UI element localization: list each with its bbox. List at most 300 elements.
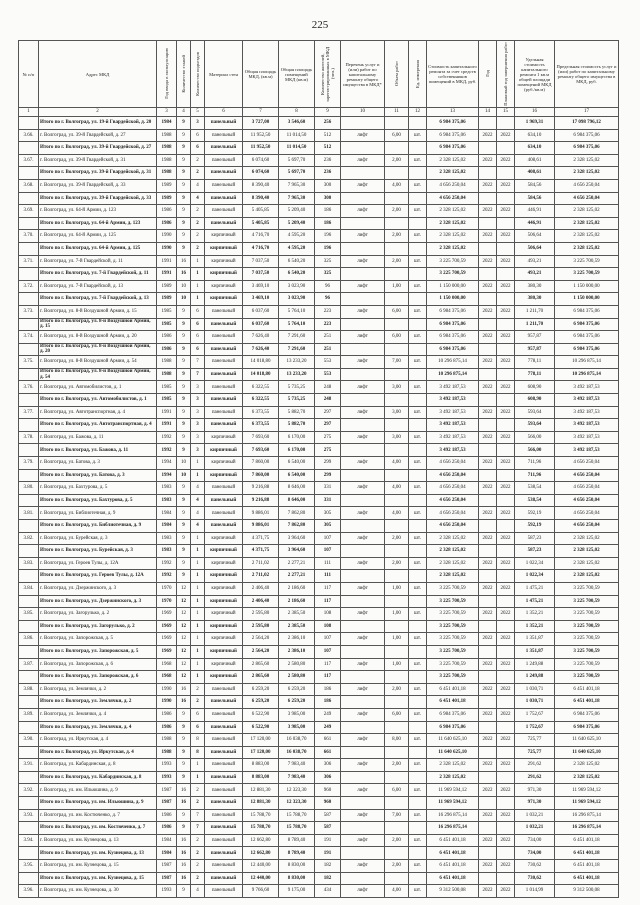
total-row — [19, 822, 619, 835]
cell-address: Итого по г. Волгоград, ул. Библиотечная, д. 9 — [39, 520, 157, 533]
cell-residents: 249 — [315, 708, 341, 721]
cell-max_cost: 2 328 125,02 — [555, 771, 619, 784]
cell-year_built: 1988 — [157, 368, 177, 381]
cell-address: Итого по г. Волгоград, ул. Героев Тулы, д. 12А — [39, 570, 157, 583]
table-row — [19, 406, 619, 419]
cell-residents: 275 — [315, 444, 341, 457]
cell-max_cost: 3 492 187,53 — [555, 394, 619, 407]
cell-area_premises: 2 186,60 — [279, 582, 315, 595]
cell-volume — [385, 847, 409, 860]
cell-max_cost: 4 656 250,04 — [555, 482, 619, 495]
cell-plan_year — [497, 167, 515, 180]
cell-walls: панельный — [205, 482, 243, 495]
cell-unit: шт. — [409, 305, 427, 318]
cell-area_premises: 5 882,70 — [279, 419, 315, 432]
total-row — [19, 419, 619, 432]
table-row — [19, 683, 619, 696]
cell-year — [479, 595, 497, 608]
cell-unit_cost: 587,23 — [515, 545, 555, 558]
header-label: № п/п — [22, 71, 35, 77]
cell-walls: панельный — [205, 381, 243, 394]
cell-residents: 661 — [315, 734, 341, 747]
cell-volume — [385, 268, 409, 281]
cell-num: 3.93. — [19, 809, 39, 822]
cell-area_premises: 16 038,70 — [279, 746, 315, 759]
cell-unit: шт. — [409, 154, 427, 167]
cell-entrances: 4 — [191, 494, 205, 507]
cell-year_built: 1986 — [157, 343, 177, 356]
cell-area_total: 9 886,01 — [243, 520, 279, 533]
cell-max_cost: 2 328 125,02 — [555, 167, 619, 180]
cell-unit_cost: 380,30 — [515, 280, 555, 293]
cell-address: г. Волгоград, ул. Иркутская, д. 4 — [39, 734, 157, 747]
cell-year_built: 1987 — [157, 797, 177, 810]
cell-floors: 16 — [177, 268, 191, 281]
cell-num — [19, 293, 39, 306]
cell-num: 3.79. — [19, 457, 39, 470]
cell-num — [19, 620, 39, 633]
cell-works: лифт — [341, 860, 385, 873]
cell-area_premises: 7 983,40 — [279, 771, 315, 784]
cell-cost: 6 984 375,06 — [427, 708, 479, 721]
cell-unit — [409, 696, 427, 709]
cell-entrances: 8 — [191, 746, 205, 759]
cell-entrances: 1 — [191, 671, 205, 684]
cell-volume — [385, 419, 409, 432]
cell-year: 2022 — [479, 381, 497, 394]
cell-area_total: 6 522,90 — [243, 708, 279, 721]
cell-area_total: 6 037,60 — [243, 318, 279, 331]
cell-num: 3.95. — [19, 860, 39, 873]
header-label: Общая площадь помещений МКД (кв.м) — [280, 66, 313, 82]
cell-works — [341, 671, 385, 684]
cell-plan_year: 2022 — [497, 582, 515, 595]
cell-max_cost: 3 225 700,59 — [555, 658, 619, 671]
cell-area_premises: 6 540,20 — [279, 268, 315, 281]
cell-volume — [385, 117, 409, 130]
cell-residents: 299 — [315, 457, 341, 470]
cell-year_built: 1990 — [157, 242, 177, 255]
cell-plan_year: 2022 — [497, 305, 515, 318]
cell-residents: 186 — [315, 217, 341, 230]
cell-unit: шт. — [409, 230, 427, 243]
cell-cost: 3 225 700,59 — [427, 255, 479, 268]
cell-floors: 16 — [177, 847, 191, 860]
cell-plan_year — [497, 494, 515, 507]
cell-year_built: 1990 — [157, 696, 177, 709]
cell-walls: панельный — [205, 129, 243, 142]
cell-works — [341, 469, 385, 482]
cell-entrances: 1 — [191, 532, 205, 545]
cell-cost: 6 984 375,06 — [427, 129, 479, 142]
cell-plan_year: 2022 — [497, 633, 515, 646]
table-row — [19, 305, 619, 318]
cell-residents: 305 — [315, 507, 341, 520]
cell-works — [341, 520, 385, 533]
cell-floors: 9 — [177, 217, 191, 230]
cell-residents: 96 — [315, 280, 341, 293]
cell-year_built: 1987 — [157, 872, 177, 885]
cell-cost: 6 451 401,18 — [427, 872, 479, 885]
cell-volume: 3,00 — [385, 381, 409, 394]
cell-entrances: 4 — [191, 885, 205, 898]
cell-year_built: 1968 — [157, 658, 177, 671]
cell-address: Итого по г. Волгоград, ул. 39-й Гвардейской, д. 27 — [39, 142, 157, 155]
cell-year: 2022 — [479, 608, 497, 621]
cell-num — [19, 469, 39, 482]
total-row — [19, 771, 619, 784]
cell-residents: 107 — [315, 633, 341, 646]
cell-floors: 9 — [177, 532, 191, 545]
cell-walls: кирпичный — [205, 582, 243, 595]
cell-floors: 12 — [177, 620, 191, 633]
cell-year_built: 1985 — [157, 318, 177, 331]
cell-max_cost: 4 656 250,04 — [555, 179, 619, 192]
cell-walls: панельный — [205, 406, 243, 419]
cell-works: лифт — [341, 280, 385, 293]
cell-plan_year: 2022 — [497, 255, 515, 268]
cell-num — [19, 117, 39, 130]
cell-year_built: 1994 — [157, 469, 177, 482]
cell-unit_cost: 1 351,87 — [515, 633, 555, 646]
column-number-year: 14 — [479, 108, 497, 117]
cell-max_cost: 3 225 700,59 — [555, 608, 619, 621]
cell-unit_cost: 711,96 — [515, 469, 555, 482]
cell-address: Итого по г. Волгоград, ул. Бурейская, д. 3 — [39, 545, 157, 558]
cell-floors: 9 — [177, 557, 191, 570]
cell-num: 3.73. — [19, 305, 39, 318]
cell-area_premises: 2 277,21 — [279, 557, 315, 570]
cell-year_built: 1992 — [157, 570, 177, 583]
cell-max_cost: 1 150 000,00 — [555, 293, 619, 306]
cell-entrances: 1 — [191, 595, 205, 608]
cell-year_built: 1988 — [157, 356, 177, 369]
cell-residents: 248 — [315, 381, 341, 394]
cell-area_total: 8 390,40 — [243, 179, 279, 192]
column-number-year_built: 3 — [157, 108, 177, 117]
cell-walls: панельный — [205, 708, 243, 721]
cell-residents: 512 — [315, 142, 341, 155]
cell-plan_year: 2022 — [497, 154, 515, 167]
cell-floors: 12 — [177, 658, 191, 671]
cell-entrances: 6 — [191, 331, 205, 344]
cell-area_total: 11 952,50 — [243, 142, 279, 155]
cell-unit: шт. — [409, 331, 427, 344]
cell-plan_year — [497, 620, 515, 633]
cell-plan_year — [497, 368, 515, 381]
cell-volume — [385, 293, 409, 306]
cell-max_cost: 16 296 875,14 — [555, 822, 619, 835]
cell-plan_year: 2022 — [497, 205, 515, 218]
cell-residents: 512 — [315, 129, 341, 142]
cell-residents: 299 — [315, 469, 341, 482]
cell-year — [479, 318, 497, 331]
cell-walls: панельный — [205, 822, 243, 835]
cell-year_built: 1969 — [157, 608, 177, 621]
cell-year — [479, 444, 497, 457]
cell-area_premises: 2 580,80 — [279, 671, 315, 684]
cell-year — [479, 494, 497, 507]
cell-year_built: 1983 — [157, 532, 177, 545]
table-row — [19, 129, 619, 142]
cell-num: 3.69. — [19, 205, 39, 218]
table-row — [19, 860, 619, 873]
cell-entrances: 2 — [191, 217, 205, 230]
cell-residents: 182 — [315, 860, 341, 873]
cell-cost: 3 492 187,53 — [427, 431, 479, 444]
cell-num: 3.72. — [19, 280, 39, 293]
header-label: Количество этажей — [181, 54, 186, 93]
cell-residents: 960 — [315, 784, 341, 797]
cell-plan_year — [497, 822, 515, 835]
cell-max_cost: 16 296 875,14 — [555, 809, 619, 822]
cell-residents: 107 — [315, 532, 341, 545]
cell-year — [479, 394, 497, 407]
column-number-entrances: 5 — [191, 108, 205, 117]
cell-cost: 2 328 125,02 — [427, 532, 479, 545]
column-number-walls: 6 — [205, 108, 243, 117]
cell-volume: 6,00 — [385, 331, 409, 344]
header-floors — [177, 41, 191, 108]
cell-plan_year: 2022 — [497, 557, 515, 570]
cell-works — [341, 368, 385, 381]
cell-year — [479, 368, 497, 381]
cell-unit: шт. — [409, 784, 427, 797]
cell-unit: шт. — [409, 205, 427, 218]
cell-area_premises: 6 170,00 — [279, 444, 315, 457]
cell-entrances: 2 — [191, 683, 205, 696]
cell-address: г. Волгоград, ул. 39-й Гвардейской, д. 31 — [39, 154, 157, 167]
cell-year_built: 1987 — [157, 860, 177, 873]
cell-plan_year — [497, 746, 515, 759]
cell-works — [341, 494, 385, 507]
cell-area_premises: 7 983,40 — [279, 759, 315, 772]
cell-plan_year: 2022 — [497, 431, 515, 444]
cell-plan_year: 2022 — [497, 280, 515, 293]
cell-unit — [409, 318, 427, 331]
cell-max_cost: 1 150 000,00 — [555, 280, 619, 293]
cell-residents: 300 — [315, 192, 341, 205]
cell-floors: 9 — [177, 507, 191, 520]
cell-area_total: 17 120,00 — [243, 746, 279, 759]
cell-cost: 10 296 875,14 — [427, 356, 479, 369]
cell-num: 3.90. — [19, 734, 39, 747]
cell-volume: 2,00 — [385, 557, 409, 570]
cell-unit_cost: 734,00 — [515, 834, 555, 847]
cell-works — [341, 117, 385, 130]
cell-plan_year: 2022 — [497, 734, 515, 747]
cell-floors: 12 — [177, 608, 191, 621]
cell-unit — [409, 595, 427, 608]
cell-address: Итого по г. Волгоград, ул. Запорожская, д. 6 — [39, 671, 157, 684]
column-number-row — [19, 108, 619, 117]
total-row — [19, 595, 619, 608]
cell-area_premises: 8 789,40 — [279, 834, 315, 847]
cell-max_cost: 6 451 401,18 — [555, 696, 619, 709]
cell-floors: 9 — [177, 734, 191, 747]
cell-max_cost: 11 640 625,10 — [555, 734, 619, 747]
cell-unit_cost: 725,77 — [515, 734, 555, 747]
cell-unit_cost: 730,62 — [515, 860, 555, 873]
cell-max_cost: 11 640 625,10 — [555, 746, 619, 759]
cell-area_premises: 2 580,80 — [279, 658, 315, 671]
total-row — [19, 217, 619, 230]
cell-unit: шт. — [409, 734, 427, 747]
cell-year: 2022 — [479, 305, 497, 318]
cell-num — [19, 545, 39, 558]
cell-entrances: 1 — [191, 645, 205, 658]
cell-unit_cost: 1 211,70 — [515, 318, 555, 331]
total-row — [19, 847, 619, 860]
cell-address: Итого по г. Волгоград, ул. 7-й Гвардейской, д. 11 — [39, 268, 157, 281]
cell-plan_year — [497, 343, 515, 356]
cell-plan_year — [497, 293, 515, 306]
cell-works: лифт — [341, 582, 385, 595]
cell-unit_cost: 291,62 — [515, 771, 555, 784]
cell-address: Итого по г. Волгоград, ул. Землячки, д. 2 — [39, 696, 157, 709]
total-row — [19, 469, 619, 482]
table-row — [19, 179, 619, 192]
cell-address: г. Волгоград, ул. Бахтурова, д. 5 — [39, 482, 157, 495]
cell-cost: 9 312 500,08 — [427, 885, 479, 898]
cell-area_total: 15 788,70 — [243, 809, 279, 822]
cell-num — [19, 645, 39, 658]
cell-works — [341, 595, 385, 608]
total-row — [19, 746, 619, 759]
cell-floors: 9 — [177, 154, 191, 167]
cell-plan_year: 2022 — [497, 331, 515, 344]
cell-plan_year — [497, 394, 515, 407]
cell-cost: 2 328 125,02 — [427, 167, 479, 180]
cell-area_premises: 7 965,30 — [279, 192, 315, 205]
cell-max_cost: 3 492 187,53 — [555, 381, 619, 394]
cell-volume — [385, 242, 409, 255]
cell-volume: 8,00 — [385, 734, 409, 747]
cell-max_cost: 6 984 375,06 — [555, 129, 619, 142]
cell-walls: панельный — [205, 394, 243, 407]
cell-year — [479, 746, 497, 759]
cell-floors: 12 — [177, 671, 191, 684]
cell-works — [341, 444, 385, 457]
cell-walls: кирпичный — [205, 532, 243, 545]
cell-walls: панельный — [205, 318, 243, 331]
cell-cost: 2 328 125,02 — [427, 771, 479, 784]
cell-unit — [409, 847, 427, 860]
cell-volume — [385, 368, 409, 381]
cell-entrances: 4 — [191, 179, 205, 192]
cell-year: 2022 — [479, 734, 497, 747]
cell-entrances: 3 — [191, 444, 205, 457]
cell-unit_cost: 446,91 — [515, 217, 555, 230]
cell-cost: 2 328 125,02 — [427, 154, 479, 167]
cell-unit: шт. — [409, 406, 427, 419]
cell-unit — [409, 721, 427, 734]
cell-plan_year — [497, 671, 515, 684]
cell-works — [341, 268, 385, 281]
cell-works — [341, 142, 385, 155]
cell-max_cost: 3 225 700,59 — [555, 268, 619, 281]
cell-unit — [409, 268, 427, 281]
cell-year — [479, 847, 497, 860]
cell-cost: 6 984 375,06 — [427, 117, 479, 130]
cell-area_premises: 7 862,80 — [279, 520, 315, 533]
cell-area_premises: 12 323,30 — [279, 797, 315, 810]
cell-volume: 2,00 — [385, 532, 409, 545]
cell-area_premises: 8 646,00 — [279, 494, 315, 507]
total-row — [19, 872, 619, 885]
cell-area_total: 9 216,88 — [243, 482, 279, 495]
total-row — [19, 620, 619, 633]
cell-area_total: 5 405,85 — [243, 205, 279, 218]
cell-area_premises: 3 985,00 — [279, 721, 315, 734]
cell-floors: 9 — [177, 822, 191, 835]
cell-walls: панельный — [205, 356, 243, 369]
cell-unit_cost: 584,56 — [515, 179, 555, 192]
cell-floors: 10 — [177, 293, 191, 306]
cell-works: лифт — [341, 154, 385, 167]
cell-volume: 2,00 — [385, 834, 409, 847]
cell-unit_cost: 380,30 — [515, 293, 555, 306]
cell-plan_year: 2022 — [497, 179, 515, 192]
cell-cost: 1 150 000,00 — [427, 280, 479, 293]
cell-year_built: 1986 — [157, 331, 177, 344]
cell-walls: панельный — [205, 784, 243, 797]
cell-unit_cost: 538,54 — [515, 494, 555, 507]
cell-floors: 16 — [177, 696, 191, 709]
cell-address: Итого по г. Волгоград, ул. 19-й Гвардейской, д. 20 — [39, 117, 157, 130]
column-number-floors: 4 — [177, 108, 191, 117]
header-label: Количество жителей, зарегистрированных в МКД (чел.) — [320, 45, 335, 102]
cell-year: 2022 — [479, 356, 497, 369]
cell-volume: 1,00 — [385, 582, 409, 595]
cell-volume — [385, 444, 409, 457]
cell-year_built: 1991 — [157, 255, 177, 268]
cell-walls: панельный — [205, 305, 243, 318]
cell-floors: 9 — [177, 520, 191, 533]
cell-num: 3.74. — [19, 331, 39, 344]
cell-area_total: 17 120,00 — [243, 734, 279, 747]
cell-volume — [385, 520, 409, 533]
cell-area_total: 7 693,60 — [243, 431, 279, 444]
cell-unit_cost: 971,30 — [515, 797, 555, 810]
cell-works: лифт — [341, 205, 385, 218]
cell-year_built: 1984 — [157, 520, 177, 533]
cell-area_premises: 13 233,20 — [279, 368, 315, 381]
cell-max_cost: 6 451 401,18 — [555, 872, 619, 885]
cell-year_built: 1990 — [157, 683, 177, 696]
cell-year_built: 1985 — [157, 394, 177, 407]
cell-residents: 305 — [315, 520, 341, 533]
column-number-unit: 12 — [409, 108, 427, 117]
table-row — [19, 457, 619, 470]
cell-walls: кирпичный — [205, 658, 243, 671]
cell-walls: панельный — [205, 142, 243, 155]
table-row — [19, 356, 619, 369]
table-row — [19, 255, 619, 268]
cell-residents: 107 — [315, 545, 341, 558]
cell-max_cost: 4 656 250,04 — [555, 507, 619, 520]
cell-volume: 3,00 — [385, 406, 409, 419]
cell-address: Итого по г. Волгоград, ул. Автомобилистов, д. 1 — [39, 394, 157, 407]
cell-entrances: 3 — [191, 419, 205, 432]
header-label: Количество подъездов — [195, 51, 200, 96]
cell-floors: 10 — [177, 280, 191, 293]
cell-works: лифт — [341, 683, 385, 696]
cell-volume — [385, 318, 409, 331]
cell-floors: 9 — [177, 318, 191, 331]
cell-year_built: 1989 — [157, 179, 177, 192]
cell-walls: панельный — [205, 746, 243, 759]
